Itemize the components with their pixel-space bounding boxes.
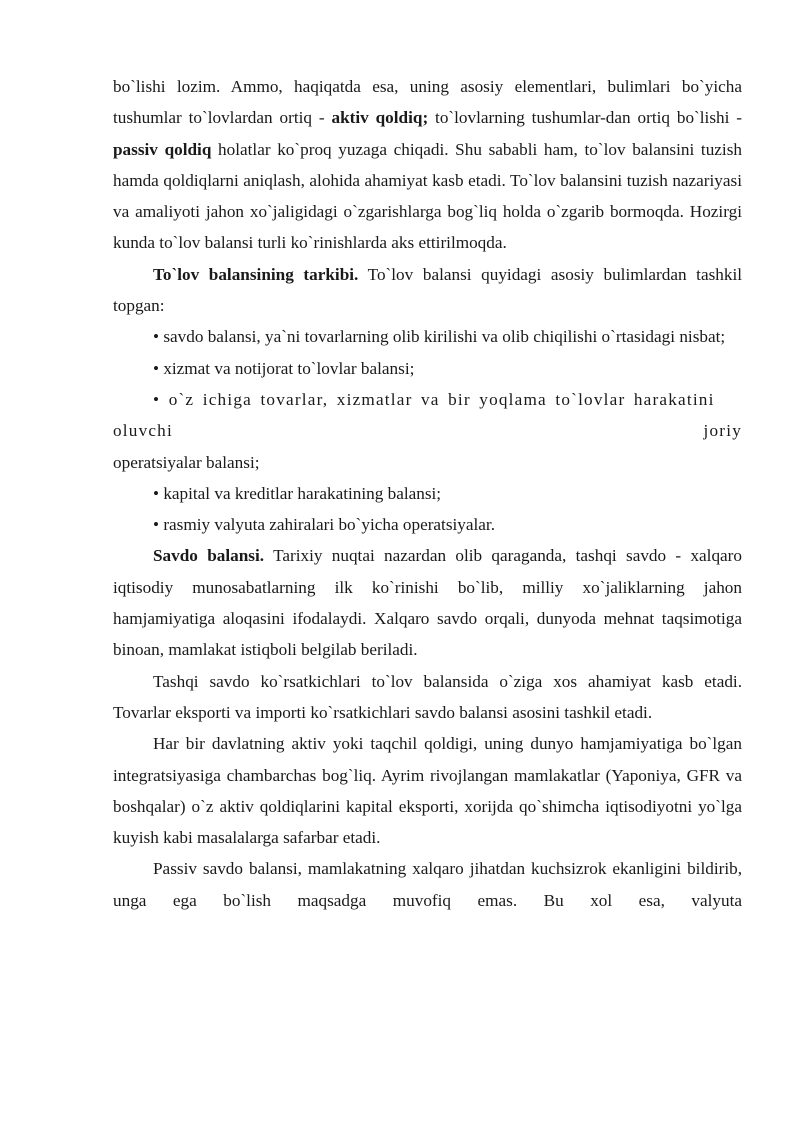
text-run: to`lovlarning tushumlar-dan ortiq bo`lishi -	[428, 108, 742, 128]
heading-savdo-balansi: Savdo balansi.	[153, 546, 265, 566]
text-run: holatlar ko`proq yuzaga chiqadi. Shu sababli ham, to`lov balansini tuzish hamda qoldiqlarni aniqlash, alohida ahamiyat kasb etadi. To`lov balansini tuzish nazariyasi va amaliyoti jahon xo`jaligidagi o`zgarishlarga bog`liq holda o`zgarib bormoqda. Hozirgi kunda to`lov balansi turli ko`rinishlarda aks ettirilmoqda.	[113, 139, 742, 253]
paragraph: Passiv savdo balansi, mamlakatning xalqaro jihatdan kuchsizrok ekanligini bildirib, unga ega bo`lish maqsadga muvofiq emas. Bu xol esa, valyuta	[113, 859, 742, 910]
heading-tolov-balansi-tarkibi: To`lov balansining tarkibi.	[153, 264, 359, 284]
list-item: • kapital va kreditlar harakatining balansi;	[153, 483, 442, 503]
paragraph: Har bir davlatning aktiv yoki taqchil qoldigi, uning dunyo hamjamiyatiga bo`lgan integratsiyasiga chambarchas bog`liq. Ayrim rivojlangan mamlakatlar (Yaponiya, GFR va boshqalar) o`z aktiv qoldiqlarini kapital eksporti, xorijda qo`shimcha iqtisodiyotni yo`lga kuyish kabi masalalarga safarbar etadi.	[113, 734, 742, 848]
text-run: To`lov balansi quyidagi asosiy bulimlardan tashkil topgan:	[113, 264, 742, 316]
list-item-continuation: oluvchi joriy	[113, 421, 742, 441]
list-item: • o`z ichiga tovarlar, xizmatlar va bir yoqlama to`lovlar harakatini	[153, 389, 715, 409]
term-passiv-qoldiq: passiv qoldiq	[113, 139, 212, 159]
paragraph-structure	[113, 259, 742, 322]
list-item: • savdo balansi, ya`ni tovarlarning olib kirilishi va olib chiqilishi o`rtasidagi nisbat;	[153, 327, 726, 347]
term-aktiv-qoldiq: aktiv qoldiq;	[331, 108, 429, 128]
text-run: Tarixiy nuqtai nazardan olib qaraganda, tashqi savdo - xalqaro iqtisodiy munosabatlarning ilk ko`rinishi bo`lib, milliy xo`jaliklarning jahon hamjamiyatiga aloqasini ifodalaydi. Xalqaro savdo orqali, dunyoda mehnat taqsimotiga binoan, mamlakat istiqboli belgilab beriladi.	[113, 546, 742, 660]
list-item-continuation: operatsiyalar balansi;	[113, 452, 260, 472]
text-run: bo`lishi lozim. Ammo, haqiqatda esa, uning asosiy elementlari, bulimlari bo`yicha tushumlar to`lovlardan ortiq -	[113, 77, 742, 128]
list-item: • xizmat va notijorat to`lovlar balansi;	[153, 358, 415, 378]
paragraph: Tashqi savdo ko`rsatkichlari to`lov balansida o`ziga xos ahamiyat kasb etadi. Tovarlar eksporti va importi ko`rsatkichlari savdo balansi asosini tashkil etadi.	[113, 671, 742, 722]
list-item: • rasmiy valyuta zahiralari bo`yicha operatsiyalar.	[153, 515, 495, 535]
paragraph-intro	[113, 71, 742, 259]
paragraph-savdo-balansi	[113, 540, 742, 665]
